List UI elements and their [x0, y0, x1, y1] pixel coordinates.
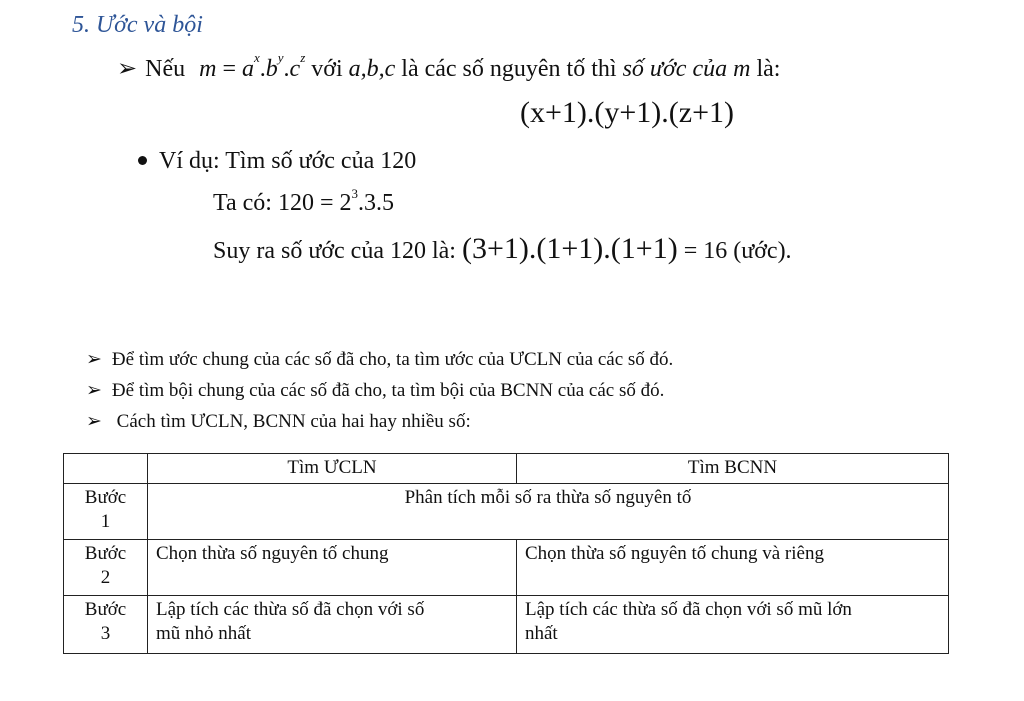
- rule-text: là các số nguyên tố thì: [395, 56, 623, 82]
- step-cell: Bước 1: [64, 484, 148, 540]
- table-header-cell: [64, 454, 148, 484]
- rule-mid: với: [305, 56, 349, 82]
- rule-suffix: là:: [750, 56, 781, 82]
- section-heading: 5. Ước và bội: [72, 12, 203, 38]
- arrow-bullet-icon: ➢: [86, 380, 102, 401]
- arrow-bullet-icon: ➢: [86, 411, 102, 432]
- rule-italic-phrase: số ước của: [622, 56, 728, 82]
- example-have-line: Ta có: $120 = 2^3.3.5$: [213, 186, 394, 216]
- note-item: ➢ Cách tìm ƯCLN, BCNN của hai hay nhiều số:: [86, 411, 471, 432]
- rule-m: m: [727, 56, 751, 82]
- table-row: [64, 540, 949, 596]
- example-title-line: [138, 148, 416, 175]
- rule-formula: $m = a^x.b^y.c^z$: [199, 50, 306, 82]
- ucln-cell: Chọn thừa số nguyên tố chung: [148, 540, 517, 596]
- bcnn-cell: Chọn thừa số nguyên tố chung và riêng: [517, 540, 949, 596]
- table-row: [64, 484, 949, 540]
- ucln-cell: Lập tích các thừa số đã chọn với số mũ nhỏ nhất: [148, 596, 517, 654]
- table-header-row: [64, 454, 949, 484]
- table-row: [64, 596, 949, 654]
- example-conclude-line: Suy ra số ước của 120 là: (3+1).(1+1).(1+1) = 16 (ước).: [213, 232, 792, 265]
- example-conclude-formula: (3+1).(1+1).(1+1): [461, 232, 678, 265]
- bcnn-cell: Lập tích các thừa số đã chọn với số mũ lớn nhất: [517, 596, 949, 654]
- example-title: Ví dụ: Tìm số ước của 120: [159, 148, 417, 174]
- table-header-cell: Tìm ƯCLN: [148, 454, 517, 484]
- note-item: ➢ Để tìm bội chung của các số đã cho, ta tìm bội của BCNN của các số đó.: [86, 380, 665, 401]
- step-cell: Bước 2: [64, 540, 148, 596]
- arrow-bullet-icon: ➢: [117, 56, 138, 82]
- ucln-bcnn-table: [63, 453, 949, 654]
- rule-line: [117, 50, 781, 83]
- step-cell: Bước 3: [64, 596, 148, 654]
- bullet-dot-icon: [138, 156, 147, 165]
- table-header-cell: Tìm BCNN: [517, 454, 949, 484]
- rule-result-formula: (x+1).(y+1).(z+1): [520, 96, 735, 129]
- note-item: ➢ Để tìm ước chung của các số đã cho, ta tìm ước của ƯCLN của các số đó.: [86, 349, 674, 370]
- merged-cell: Phân tích mỗi số ra thừa số nguyên tố: [148, 484, 949, 540]
- rule-prefix: Nếu: [145, 56, 186, 82]
- arrow-bullet-icon: ➢: [86, 349, 102, 370]
- rule-abc: a,b,c: [348, 56, 396, 82]
